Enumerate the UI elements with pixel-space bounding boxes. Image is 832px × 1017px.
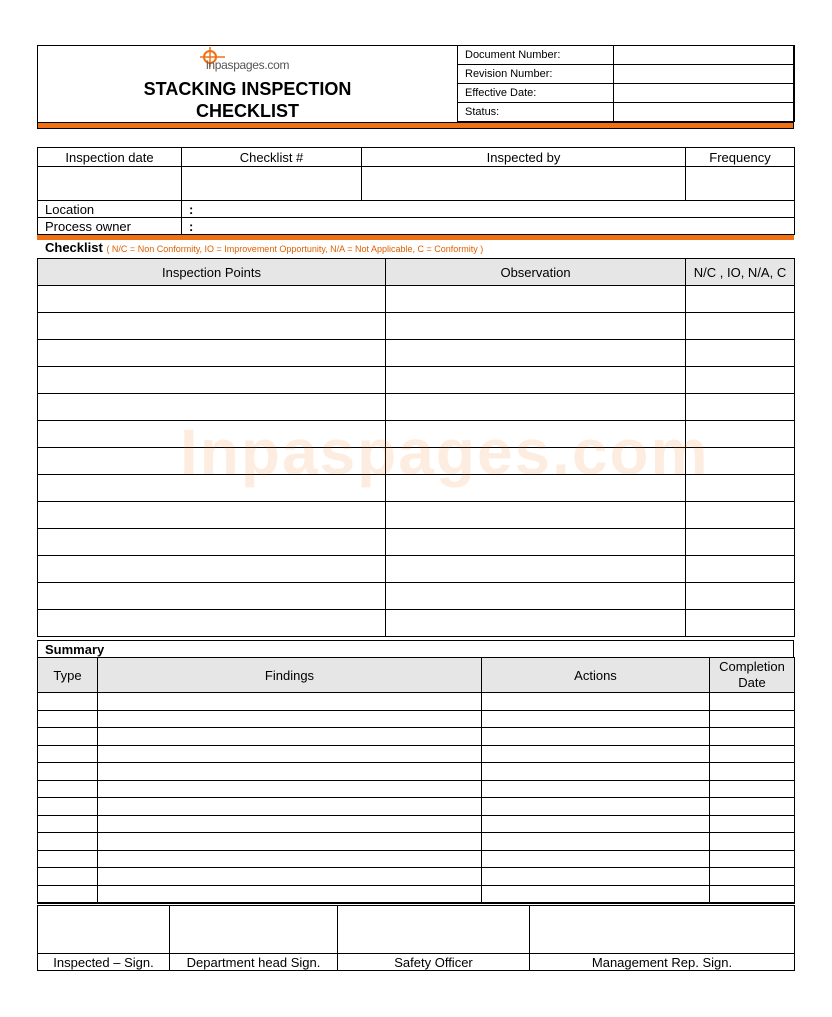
watermark: Inpaspages.com xyxy=(180,416,710,488)
completion-date-cell[interactable] xyxy=(710,815,795,833)
checklist-header-row xyxy=(38,259,795,286)
type-cell[interactable] xyxy=(38,763,98,781)
process-owner-row xyxy=(38,218,795,235)
observation-cell[interactable] xyxy=(386,448,686,475)
findings-cell[interactable] xyxy=(98,780,482,798)
summary-row xyxy=(38,798,795,816)
document-meta-table xyxy=(457,45,795,122)
revision-number-field[interactable] xyxy=(614,65,795,84)
status-code-cell[interactable] xyxy=(686,583,795,610)
status-code-cell[interactable] xyxy=(686,340,795,367)
type-cell[interactable] xyxy=(38,780,98,798)
status-field[interactable] xyxy=(614,103,795,122)
inspection-point-cell[interactable] xyxy=(38,610,386,637)
management-rep-signature-label: Management Rep. Sign. xyxy=(530,954,795,971)
summary-row xyxy=(38,815,795,833)
type-cell[interactable] xyxy=(38,710,98,728)
actions-cell[interactable] xyxy=(482,850,710,868)
process-owner-colon: : xyxy=(189,218,194,234)
checklist-row xyxy=(38,394,795,421)
actions-cell[interactable] xyxy=(482,868,710,886)
checklist-title: Checklist xyxy=(45,240,103,255)
completion-date-cell[interactable] xyxy=(710,763,795,781)
observation-cell[interactable] xyxy=(386,421,686,448)
observation-cell[interactable] xyxy=(386,529,686,556)
actions-cell[interactable] xyxy=(482,798,710,816)
effective-date-field[interactable] xyxy=(614,84,795,103)
checklist-row xyxy=(38,556,795,583)
inspection-info-table xyxy=(37,147,795,235)
checklist-row xyxy=(38,529,795,556)
findings-cell[interactable] xyxy=(98,798,482,816)
checklist-row xyxy=(38,367,795,394)
inspection-point-cell[interactable] xyxy=(38,475,386,502)
management-rep-signature-field[interactable] xyxy=(530,905,795,954)
summary-header-row xyxy=(38,658,795,693)
summary-table xyxy=(37,657,795,903)
inspector-signature-field[interactable] xyxy=(38,905,170,954)
observation-cell[interactable] xyxy=(386,286,686,313)
inspected-by-field[interactable] xyxy=(362,167,686,201)
signature-label-row xyxy=(38,954,795,971)
checklist-row xyxy=(38,340,795,367)
observation-cell[interactable] xyxy=(386,610,686,637)
meta-row-effective-date xyxy=(458,84,795,103)
inspection-point-cell[interactable] xyxy=(38,421,386,448)
inspection-point-cell[interactable] xyxy=(38,367,386,394)
actions-cell[interactable] xyxy=(482,815,710,833)
safety-officer-signature-field[interactable] xyxy=(338,905,530,954)
status-code-header: N/C , IO, N/A, C xyxy=(686,259,795,286)
document-number-field[interactable] xyxy=(614,46,795,65)
inspected-by-header: Inspected by xyxy=(362,148,686,167)
status-code-cell[interactable] xyxy=(686,448,795,475)
completion-date-cell[interactable] xyxy=(710,710,795,728)
actions-cell[interactable] xyxy=(482,728,710,746)
inspection-point-cell[interactable] xyxy=(38,529,386,556)
department-head-signature-field[interactable] xyxy=(170,905,338,954)
meta-row-status xyxy=(458,103,795,122)
summary-row xyxy=(38,710,795,728)
type-header: Type xyxy=(38,658,98,693)
checklist-row xyxy=(38,313,795,340)
findings-cell[interactable] xyxy=(98,763,482,781)
signature-table xyxy=(37,903,795,971)
observation-cell[interactable] xyxy=(386,583,686,610)
summary-row xyxy=(38,850,795,868)
checklist-row xyxy=(38,421,795,448)
status-code-cell[interactable] xyxy=(686,502,795,529)
actions-cell[interactable] xyxy=(482,710,710,728)
meta-label: Revision Number: xyxy=(458,65,614,84)
signature-space-row xyxy=(38,905,795,954)
type-cell[interactable] xyxy=(38,728,98,746)
meta-label: Status: xyxy=(458,103,614,122)
findings-cell[interactable] xyxy=(98,815,482,833)
status-code-cell[interactable] xyxy=(686,367,795,394)
header-divider-bar xyxy=(37,122,794,129)
checklist-number-header: Checklist # xyxy=(182,148,362,167)
summary-row xyxy=(38,693,795,711)
actions-cell[interactable] xyxy=(482,885,710,903)
completion-date-header: Completion Date xyxy=(710,658,795,693)
actions-cell[interactable] xyxy=(482,780,710,798)
checklist-number-field[interactable] xyxy=(182,167,362,201)
status-code-cell[interactable] xyxy=(686,610,795,637)
type-cell[interactable] xyxy=(38,693,98,711)
observation-cell[interactable] xyxy=(386,313,686,340)
summary-row xyxy=(38,763,795,781)
observation-cell[interactable] xyxy=(386,475,686,502)
findings-header: Findings xyxy=(98,658,482,693)
checklist-legend: ( N/C = Non Conformity, IO = Improvement Opportunity, N/A = Not Applicable, C = Conformity ) xyxy=(106,244,484,254)
observation-cell[interactable] xyxy=(386,502,686,529)
inspection-point-cell[interactable] xyxy=(38,313,386,340)
findings-cell[interactable] xyxy=(98,728,482,746)
safety-officer-label: Safety Officer xyxy=(338,954,530,971)
summary-row xyxy=(38,745,795,763)
info-header-row xyxy=(38,148,795,167)
findings-cell[interactable] xyxy=(98,833,482,851)
actions-cell[interactable] xyxy=(482,833,710,851)
actions-cell[interactable] xyxy=(482,693,710,711)
status-code-cell[interactable] xyxy=(686,394,795,421)
department-head-signature-label: Department head Sign. xyxy=(170,954,338,971)
findings-cell[interactable] xyxy=(98,868,482,886)
type-cell[interactable] xyxy=(38,815,98,833)
completion-date-cell[interactable] xyxy=(710,868,795,886)
summary-row xyxy=(38,728,795,746)
status-code-cell[interactable] xyxy=(686,475,795,502)
observation-header: Observation xyxy=(386,259,686,286)
meta-row-document-number xyxy=(458,46,795,65)
status-code-cell[interactable] xyxy=(686,529,795,556)
checklist-row xyxy=(38,475,795,502)
inspection-point-cell[interactable] xyxy=(38,286,386,313)
meta-label: Document Number: xyxy=(458,46,614,65)
status-code-cell[interactable] xyxy=(686,421,795,448)
location-row xyxy=(38,201,795,218)
inspector-signature-label: Inspected – Sign. xyxy=(38,954,170,971)
summary-row xyxy=(38,780,795,798)
inspection-date-field[interactable] xyxy=(38,167,182,201)
checklist-row xyxy=(38,502,795,529)
completion-date-cell[interactable] xyxy=(710,833,795,851)
title-line-1: STACKING INSPECTION xyxy=(143,79,352,99)
summary-row xyxy=(38,833,795,851)
checklist-section-title xyxy=(45,240,483,255)
actions-cell[interactable] xyxy=(482,763,710,781)
info-value-row xyxy=(38,167,795,201)
observation-cell[interactable] xyxy=(386,394,686,421)
completion-date-cell[interactable] xyxy=(710,693,795,711)
inspection-point-cell[interactable] xyxy=(38,448,386,475)
inspection-point-cell[interactable] xyxy=(38,502,386,529)
findings-cell[interactable] xyxy=(98,693,482,711)
checklist-row xyxy=(38,448,795,475)
findings-cell[interactable] xyxy=(98,885,482,903)
type-cell[interactable] xyxy=(38,833,98,851)
frequency-header: Frequency xyxy=(686,148,795,167)
inspection-point-cell[interactable] xyxy=(38,583,386,610)
brand-logo xyxy=(190,46,310,76)
actions-header: Actions xyxy=(482,658,710,693)
inspection-date-header: Inspection date xyxy=(38,148,182,167)
meta-row-revision-number xyxy=(458,65,795,84)
observation-cell[interactable] xyxy=(386,367,686,394)
summary-row xyxy=(38,885,795,903)
inspection-points-header: Inspection Points xyxy=(38,259,386,286)
location-label: Location xyxy=(38,201,182,218)
inspection-point-cell[interactable] xyxy=(38,394,386,421)
type-cell[interactable] xyxy=(38,868,98,886)
page-title xyxy=(110,78,385,122)
inspection-point-cell[interactable] xyxy=(38,340,386,367)
status-code-cell[interactable] xyxy=(686,286,795,313)
status-code-cell[interactable] xyxy=(686,313,795,340)
logo-text: inpaspages.com xyxy=(206,58,290,72)
actions-cell[interactable] xyxy=(482,745,710,763)
meta-label: Effective Date: xyxy=(458,84,614,103)
checklist-body xyxy=(38,286,795,637)
process-owner-label: Process owner xyxy=(38,218,182,235)
title-line-2: CHECKLIST xyxy=(196,101,299,121)
observation-cell[interactable] xyxy=(386,340,686,367)
location-colon: : xyxy=(189,201,194,217)
observation-cell[interactable] xyxy=(386,556,686,583)
status-code-cell[interactable] xyxy=(686,556,795,583)
completion-date-cell[interactable] xyxy=(710,728,795,746)
summary-title: Summary xyxy=(45,642,105,657)
checklist-table xyxy=(37,258,795,637)
frequency-field[interactable] xyxy=(686,167,795,201)
completion-date-cell[interactable] xyxy=(710,798,795,816)
type-cell[interactable] xyxy=(38,850,98,868)
summary-body xyxy=(38,693,795,903)
checklist-row xyxy=(38,583,795,610)
findings-cell[interactable] xyxy=(98,850,482,868)
completion-date-cell[interactable] xyxy=(710,780,795,798)
findings-cell[interactable] xyxy=(98,745,482,763)
checklist-row xyxy=(38,286,795,313)
summary-row xyxy=(38,868,795,886)
location-field[interactable] xyxy=(182,201,795,218)
type-cell[interactable] xyxy=(38,885,98,903)
inspection-point-cell[interactable] xyxy=(38,556,386,583)
summary-section xyxy=(37,640,794,658)
type-cell[interactable] xyxy=(38,745,98,763)
checklist-row xyxy=(38,610,795,637)
completion-date-cell[interactable] xyxy=(710,850,795,868)
type-cell[interactable] xyxy=(38,798,98,816)
findings-cell[interactable] xyxy=(98,710,482,728)
completion-date-cell[interactable] xyxy=(710,885,795,903)
process-owner-field[interactable] xyxy=(182,218,795,235)
completion-date-cell[interactable] xyxy=(710,745,795,763)
